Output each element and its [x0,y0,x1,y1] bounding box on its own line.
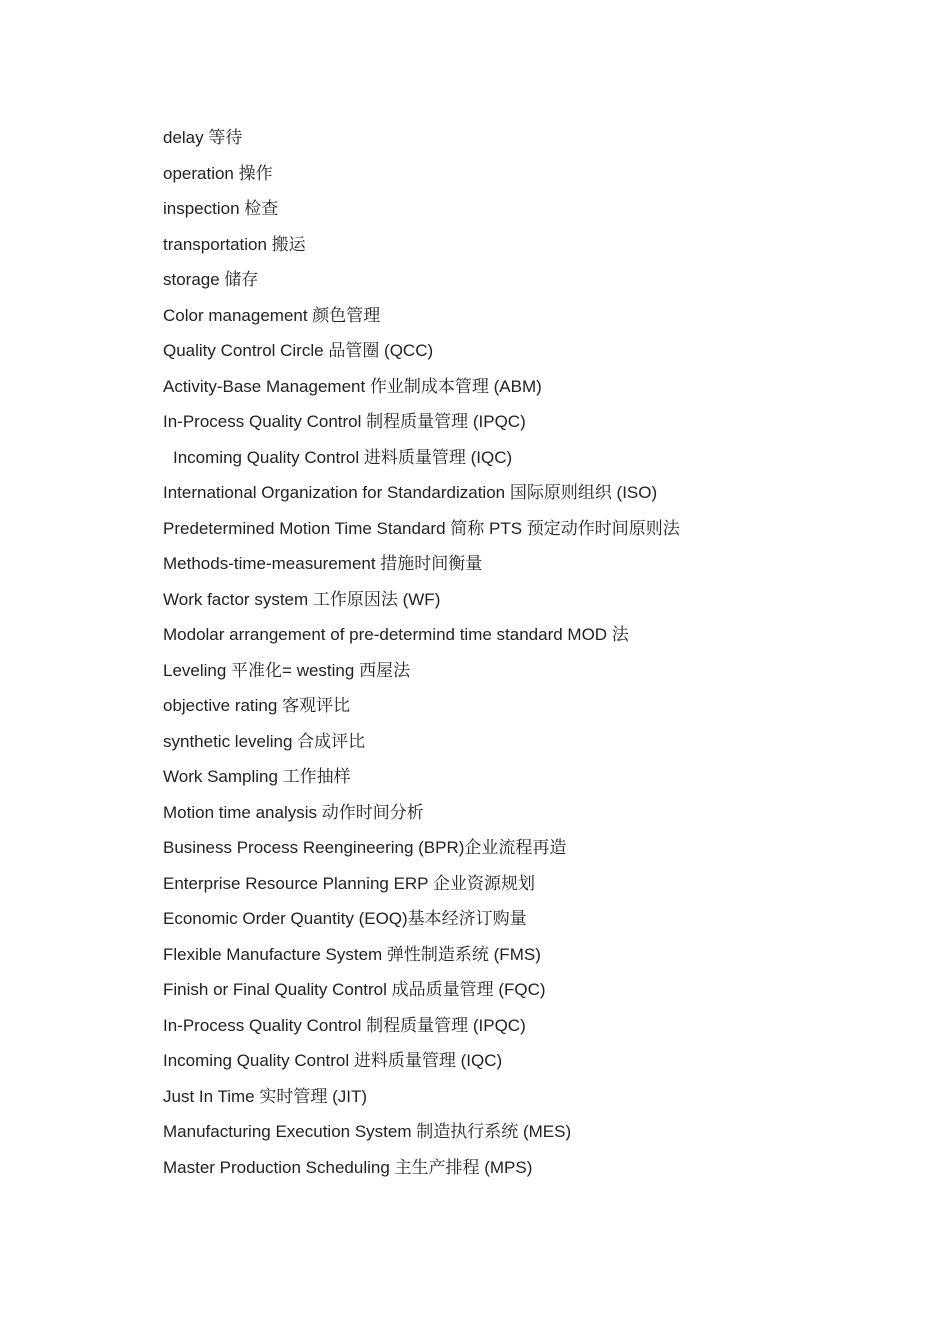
glossary-entry: Finish or Final Quality Control 成品质量管理 (FQC) [163,980,546,999]
glossary-entry: Work Sampling 工作抽样 [163,767,351,786]
glossary-entry: Leveling 平准化= westing 西屋法 [163,660,411,680]
glossary-entry: Quality Control Circle 品管圈 (QCC) [163,341,434,360]
glossary-entry: Color management 颜色管理 [163,305,381,325]
glossary-entry: delay 等待 [163,128,243,147]
glossary-entry: International Organization for Standardization 国际原则组织 (ISO) [163,483,658,502]
glossary-entry: Activity-Base Management 作业制成本管理 (ABM) [163,376,542,396]
glossary-entry: operation 操作 [163,163,273,183]
glossary-entry: synthetic leveling 合成评比 [163,731,366,751]
glossary-entry: Business Process Reengineering (BPR)企业流程再造 [163,838,567,857]
glossary-entry: Incoming Quality Control 进料质量管理 (IQC) [163,1051,503,1070]
glossary-entry: Work factor system 工作原因法 (WF) [163,589,441,609]
glossary-entry: Enterprise Resource Planning ERP 企业资源规划 [163,873,535,893]
glossary-entry: In-Process Quality Control 制程质量管理 (IPQC) [163,412,526,431]
glossary-entry: Predetermined Motion Time Standard 简称 PTS 预定动作时间原则法 [163,518,680,538]
glossary-entry: Modolar arrangement of pre-determind time standard MOD 法 [163,625,629,644]
glossary-entry: In-Process Quality Control 制程质量管理 (IPQC) [163,1015,526,1035]
glossary-entry: transportation 搬运 [163,234,306,254]
glossary-entry: Just In Time 实时管理 (JIT) [163,1086,368,1106]
glossary-entry: objective rating 客观评比 [163,696,351,715]
glossary-entry: Manufacturing Execution System 制造执行系统 (MES) [163,1122,572,1141]
glossary-entry: Incoming Quality Control 进料质量管理 (IQC) [173,447,513,467]
glossary-entry: Flexible Manufacture System 弹性制造系统 (FMS) [163,944,541,964]
glossary-entry: inspection 检查 [163,199,279,218]
glossary-entry: Economic Order Quantity (EOQ)基本经济订购量 [163,909,527,928]
glossary-entry: Motion time analysis 动作时间分析 [163,802,424,822]
glossary-list [163,120,863,1185]
glossary-entry: Master Production Scheduling 主生产排程 (MPS) [163,1157,533,1177]
glossary-entry: Methods-time-measurement 措施时间衡量 [163,554,483,573]
glossary-entry: storage 储存 [163,270,259,289]
